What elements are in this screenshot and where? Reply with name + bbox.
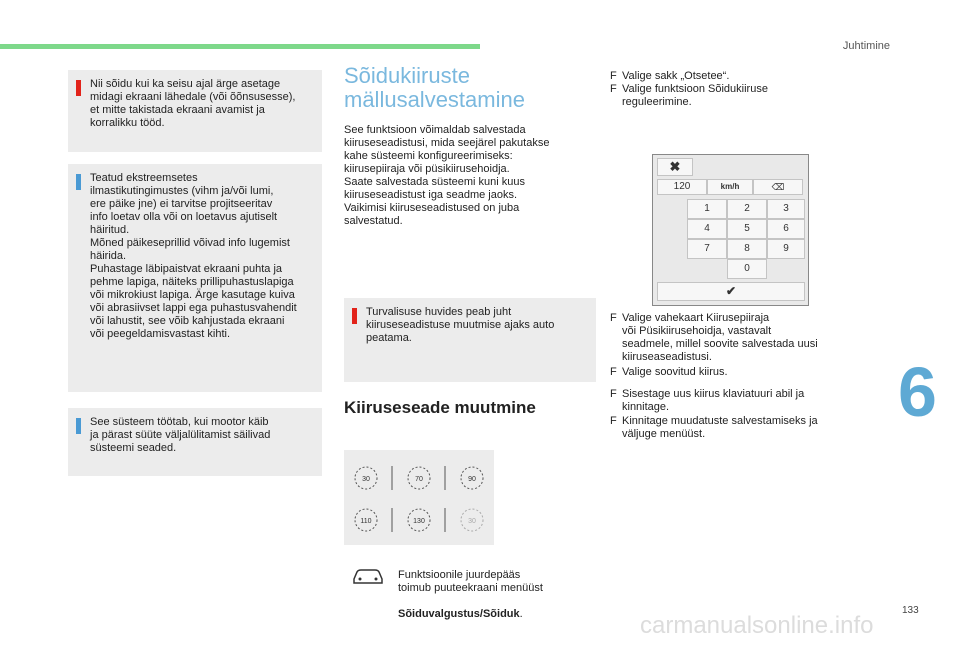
speed-label: 90 (468, 476, 476, 483)
warning-text: Nii sõidu kui ka seisu ajal ärge asetage midagi ekraani lähedale (või õõnsusesse), et mitte takistada ekraani avamist ja korralikku tööd. (90, 78, 296, 129)
key-1[interactable]: 1 (687, 199, 727, 219)
warning-text: Turvalisuse huvides peab juht kiiruseseadistuse muutmise ajaks auto peatama. (366, 306, 555, 344)
page-title: Sõidukiiruste mällusalvestamine (344, 63, 525, 112)
close-button[interactable]: ✖ (657, 158, 693, 176)
key-6[interactable]: 6 (767, 219, 805, 239)
key-9[interactable]: 9 (767, 239, 805, 259)
speed-presets-illustration (344, 450, 494, 545)
step-text: Sisestage uus kiirus klaviatuuri abil ja kinnitage. (622, 388, 805, 413)
top-green-bar (0, 44, 480, 49)
speed-label: 30 (362, 476, 370, 483)
key-3[interactable]: 3 (767, 199, 805, 219)
info-icon (76, 418, 81, 434)
arrow-icon: F (610, 312, 617, 324)
arrow-icon: F (610, 415, 617, 427)
speed-label: 130 (413, 518, 425, 525)
step-item (610, 415, 880, 443)
arrow-icon: F (610, 83, 617, 95)
step-item (610, 312, 880, 364)
menu-path: Sõiduvalgustus/Sõiduk (398, 608, 520, 620)
speed-label: 70 (415, 476, 423, 483)
step-text: Valige soovitud kiirus. (622, 366, 728, 378)
speed-label: 110 (360, 518, 372, 525)
section-heading: Kiiruseseade muutmine (344, 398, 536, 417)
key-2[interactable]: 2 (727, 199, 767, 219)
info-text: Teatud ekstreemsetes ilmastikutingimustes (vihm ja/või lumi, ere päike jne) ei tarvitse projitseeritav info loetav olla või on loetavus ajutiselt häiritud. Mõned päikeseprillid võivad info lugemist häirida. Puhastage läbipaistvat ekraani puhta ja pehme lapiga, näiteks prillipuhastuslapiga või mikrokiust lapiga. Ärge kasutage kuiva või abrasiivset lappi ega puhastusvahendit või lahustit, see võib kahjustada ekraani või peegeldamisvastast kihti. (90, 172, 297, 340)
chapter-number: 6 (898, 353, 937, 431)
info-icon (76, 174, 81, 190)
intro-text: See funktsioon võimaldab salvestada kiiruseseadistusi, mida seejärel pakutakse kahe süsteemi konfigureerimiseks: kiirusepiiraja või püsikiirusehoidja. Saate salvestada süsteemi kuni kuus kiiruseseadistust iga seadme jaoks. Vaikimisi kiiruseseadistused on juba salvestatud. (344, 124, 550, 227)
speed-label: 30 (468, 518, 476, 525)
step-item (610, 388, 880, 416)
warning-icon (76, 80, 81, 96)
key-7[interactable]: 7 (687, 239, 727, 259)
key-8[interactable]: 8 (727, 239, 767, 259)
key-5[interactable]: 5 (727, 219, 767, 239)
confirm-button[interactable]: ✔ (657, 282, 805, 301)
info-box-weather (68, 164, 322, 392)
key-0[interactable]: 0 (727, 259, 767, 279)
step-text: Kinnitage muudatuste salvestamiseks ja väljuge menüüst. (622, 415, 818, 440)
access-text: Funktsioonile juurdepääs toimub puuteekraani menüüst Sõiduvalgustus/Sõiduk. (398, 569, 543, 620)
speed-keypad-screen (652, 154, 809, 306)
access-description: Funktsioonile juurdepääs toimub puuteekraani menüüst (398, 569, 543, 594)
section-name: Juhtimine (842, 40, 890, 52)
step-text: Valige sakk „Otsetee“. (622, 70, 730, 82)
backspace-button[interactable]: ⌫ (753, 179, 803, 195)
step-item (610, 83, 880, 111)
arrow-icon: F (610, 70, 617, 82)
warning-box-safety (344, 298, 596, 382)
info-box-system (68, 408, 322, 476)
warning-box-screen (68, 70, 322, 152)
arrow-icon: F (610, 388, 617, 400)
info-text: See süsteem töötab, kui mootor käib ja pärast süüte väljalülitamist säilivad süsteemi seaded. (90, 416, 271, 454)
step-text: Valige funktsioon Sõidukiiruse reguleerimine. (622, 83, 768, 108)
watermark: carmanualsonline.info (640, 612, 874, 639)
car-icon (350, 565, 386, 587)
warning-icon (352, 308, 357, 324)
arrow-icon: F (610, 366, 617, 378)
step-text: Valige vahekaart Kiirusepiiraja või Püsikiirusehoidja, vastavalt seadmele, millel soovite salvestada uusi kiiruseaseadistusi. (622, 312, 818, 363)
step-item (610, 366, 880, 380)
unit-label: km/h (707, 179, 753, 195)
speed-value-field[interactable]: 120 (657, 179, 707, 195)
key-4[interactable]: 4 (687, 219, 727, 239)
speed-dials-icon (344, 450, 494, 545)
page-number: 133 (902, 605, 919, 616)
